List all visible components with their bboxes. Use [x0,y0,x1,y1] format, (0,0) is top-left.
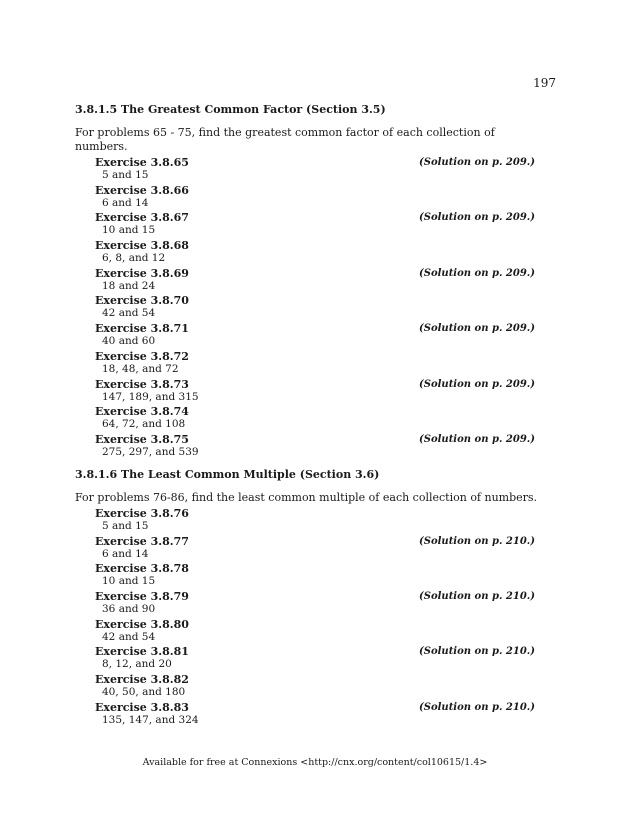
exercise-problem: 10 and 15 [102,575,156,588]
solution-link[interactable]: (Solution on p. 209.) [419,378,535,390]
exercise-problem: 6, 8, and 12 [102,252,166,265]
exercise-problem: 5 and 15 [102,520,149,532]
exercise-item [95,156,545,184]
exercise-problem: 6 and 14 [102,196,149,209]
exercise-label: Exercise 3.8.65 [95,156,189,169]
exercise-item [95,239,545,267]
exercise-problem: 42 and 54 [102,307,156,320]
exercise-item [95,184,545,212]
solution-link[interactable]: (Solution on p. 209.) [419,212,535,224]
exercise-label: Exercise 3.8.78 [95,562,189,576]
exercise-problem: 36 and 90 [102,603,156,616]
exercise-item [95,590,545,618]
exercise-list [95,507,545,729]
exercise-item [95,378,545,406]
solution-link[interactable]: (Solution on p. 210.) [419,591,535,603]
exercise-label: Exercise 3.8.82 [95,673,189,687]
exercise-problem: 8, 12, and 20 [102,658,172,671]
exercise-item [95,211,545,239]
exercise-label: Exercise 3.8.74 [95,405,189,419]
footer-availability-note: Available for free at Connexions <http://cnx.org/content/col10615/1.4> [142,757,488,768]
exercise-label: Exercise 3.8.68 [95,239,189,253]
exercise-item [95,322,545,350]
page-number: 197 [533,76,556,90]
section-least-common-multiple [75,468,545,729]
exercise-item [95,267,545,295]
exercise-item [95,350,545,378]
exercise-label: Exercise 3.8.69 [95,266,189,280]
section-title: 3.8.1.5 The Greatest Common Factor (Section 3.5) [75,103,386,116]
section-intro: For problems 76-86, find the least common multiple of each collection of numbers. [75,491,538,504]
exercise-label: Exercise 3.8.73 [95,377,189,391]
exercise-item [95,673,545,701]
exercise-problem: 5 and 15 [102,169,149,181]
exercise-problem: 18, 48, and 72 [102,362,179,375]
exercise-problem: 147, 189, and 315 [102,390,199,403]
exercise-problem: 40 and 60 [102,335,156,348]
solution-link[interactable]: (Solution on p. 210.) [419,646,535,658]
exercise-item [95,618,545,646]
exercise-label: Exercise 3.8.83 [95,700,189,714]
exercise-problem: 64, 72, and 108 [102,418,186,431]
solution-link[interactable]: (Solution on p. 209.) [419,157,535,168]
exercise-label: Exercise 3.8.66 [95,183,189,197]
exercise-label: Exercise 3.8.81 [95,645,189,659]
exercise-problem: 275, 297, and 539 [102,445,199,458]
solution-link[interactable]: (Solution on p. 210.) [419,701,535,713]
section-intro: For problems 65 - 75, find the greatest common factor of each collection of numbers. [75,126,495,153]
exercise-problem: 10 and 15 [102,224,156,237]
section-title: 3.8.1.6 The Least Common Multiple (Section 3.6) [75,468,380,481]
exercise-problem: 40, 50, and 180 [102,686,186,699]
solution-link[interactable]: (Solution on p. 210.) [419,535,535,547]
exercise-problem: 42 and 54 [102,630,156,643]
solution-link[interactable]: (Solution on p. 209.) [419,323,535,335]
exercise-label: Exercise 3.8.67 [95,211,189,225]
exercise-item [95,294,545,322]
solution-link[interactable]: (Solution on p. 209.) [419,267,535,279]
exercise-label: Exercise 3.8.77 [95,534,189,548]
solution-link[interactable]: (Solution on p. 209.) [419,433,535,445]
exercise-item [95,645,545,673]
exercise-label: Exercise 3.8.72 [95,349,189,363]
exercise-label: Exercise 3.8.76 [95,507,189,520]
exercise-item [95,562,545,590]
exercise-label: Exercise 3.8.80 [95,617,189,631]
exercise-label: Exercise 3.8.70 [95,294,189,308]
exercise-problem: 18 and 24 [102,279,156,292]
exercise-problem: 6 and 14 [102,547,149,560]
exercise-item [95,535,545,563]
exercise-list [95,156,545,461]
exercise-label: Exercise 3.8.79 [95,590,189,604]
exercise-item [95,507,545,535]
exercise-item [95,405,545,433]
exercise-label: Exercise 3.8.71 [95,322,189,336]
exercise-item [95,701,545,729]
exercise-item [95,433,545,461]
exercise-problem: 135, 147, and 324 [102,713,199,726]
exercise-label: Exercise 3.8.75 [95,432,189,446]
section-greatest-common-factor [75,103,545,461]
